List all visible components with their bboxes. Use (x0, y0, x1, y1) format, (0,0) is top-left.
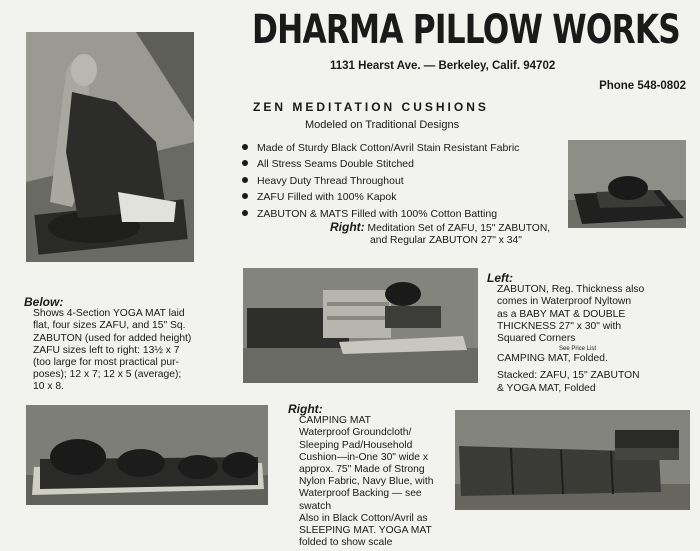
caption-heading: Below: (24, 295, 64, 309)
page-title: DHARMA PILLOW WORKS (252, 7, 680, 53)
bullet-icon (242, 210, 248, 216)
bullet-icon (242, 177, 248, 183)
caption-heading: Left: (487, 271, 513, 285)
caption-zabuton: Left: ZABUTON, Reg. Thickness also comes in Waterproof Nyltown as a BABY MAT & DOUBLE THICKNESS 27" x 30" with Squared Corners See Price List CAMPING MAT, Folded. Stacked: ZAFU, 15" ZABUTON & YOGA MAT, Folded (487, 271, 645, 394)
caption-camping-mat: Right: CAMPING MAT Waterproof Groundcloth/ Sleeping Pad/Household Cushion—in-One 30" wide x approx. 75" Made of Strong Nylon Fabric, Navy Blue, with Waterproof Backing — see swatch Also in Black Cotton/Avril as SLEEPING MAT. YOGA MAT folded to show scale (288, 402, 434, 549)
photo-meditating-woman (26, 32, 194, 262)
list-item: Made of Sturdy Black Cotton/Avril Stain Resistant Fabric (242, 140, 519, 156)
photo-camping-mat (455, 410, 690, 510)
photo-stacked-cushions (243, 268, 478, 383)
caption-heading: Right: (288, 402, 323, 416)
caption-heading: Right: (330, 220, 365, 234)
feature-list (242, 140, 519, 222)
price-list-note: See Price List (559, 346, 597, 353)
phone-number: Phone 548-0802 (599, 80, 686, 92)
caption-meditation-set: Right: Meditation Set of ZAFU, 15" ZABUTON, and Regular ZABUTON 27" x 34" (330, 220, 551, 247)
caption-yoga-mat: Below: Shows 4-Section YOGA MAT laid flat, four sizes ZAFU, and 15" Sq. ZABUTON (used for added height) ZAFU sizes left to right: 13½ x 7 (too large for most practical pur- poses); 12 x 7; 12 x 5 (average); 10 x 8. (24, 295, 192, 393)
list-item: ZABUTON & MATS Filled with 100% Cotton Batting (242, 206, 519, 222)
photo-four-zafus (26, 405, 268, 505)
tagline: Modeled on Traditional Designs (305, 119, 460, 131)
bullet-icon (242, 160, 248, 166)
list-item: All Stress Seams Double Stitched (242, 156, 519, 172)
list-item: ZAFU Filled with 100% Kapok (242, 189, 519, 205)
section-subtitle: ZEN MEDITATION CUSHIONS (253, 100, 489, 114)
address: 1131 Hearst Ave. — Berkeley, Calif. 94702 (330, 60, 556, 72)
list-item: Heavy Duty Thread Throughout (242, 173, 519, 189)
photo-meditation-set (568, 140, 686, 228)
bullet-icon (242, 193, 248, 199)
bullet-icon (242, 144, 248, 150)
